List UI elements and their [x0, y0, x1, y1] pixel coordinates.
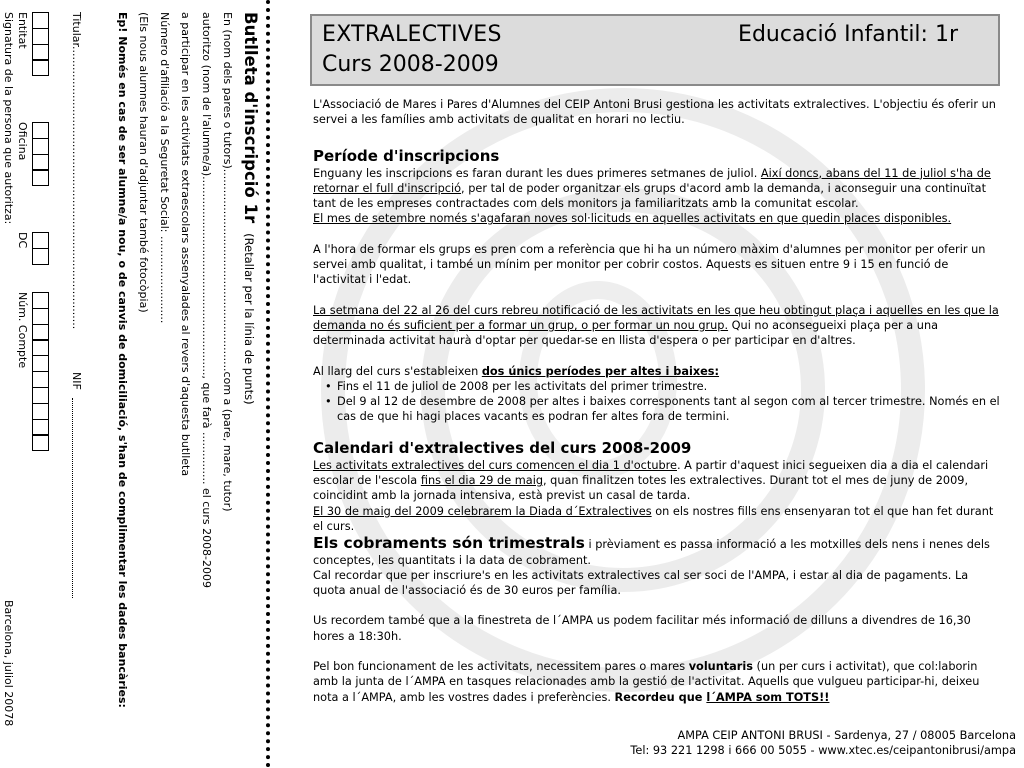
dc-label: DC: [16, 232, 29, 249]
calendar-paragraph: Les activitats extralectives del curs comencen el dia 1 d'octubre. A partir d'aquest inici segueixen dia a dia el calendari escolar de l'escola fins el dia 29 de maig, quan finalitzen totes les extralectives. Durant tot el mes de juny de 2009, coincidint amb la jornada intensiva, està previst un casal de tarda.: [313, 458, 989, 503]
oficina-boxes[interactable]: [32, 122, 49, 185]
nif-label: NIF: [70, 372, 83, 390]
education-level: Educació Infantil: 1r: [738, 22, 958, 47]
info-sheet: [288, 0, 1024, 768]
date-city: Barcelona, juliol 20078: [2, 600, 15, 727]
page-title: EXTRALECTIVES: [322, 22, 502, 47]
diada-paragraph: El 30 de maig del 2009 celebrarem la Diada d´Extralectives on els nostres fills ens ensenyaran tot el que han fet durant el curs.: [313, 504, 994, 533]
coupon-title-text: Butlleta d'inscripció 1r: [241, 12, 260, 224]
account-number-boxes[interactable]: [32, 292, 49, 450]
registration-coupon: [0, 0, 262, 768]
office-hours-paragraph: Us recordem també que a la finestreta de l´AMPA us podem facilitar més informació de dilluns a divendres de 16,30 hores a 18:30h.: [313, 614, 971, 643]
account-number-label: Núm. Compte: [16, 292, 29, 369]
footer-address: AMPA CEIP ANTONI BRUSI - Sardenya, 27 / 08005 Barcelona: [677, 729, 1016, 742]
list-item: • Fins el 11 de juliol de 2008 per les activitats del primer trimestre.: [327, 379, 1003, 394]
period-paragraph: Enguany les inscripcions es faran durant les dues primeres setmanes de juliol. Així doncs, abans del 11 de juliol s'ha de retornar el full d'inscripció, per tal de poder organitzar els grups d'acord amb la demanda, i aconseguir una continuïtat tant de les empreses contractades com dels monitors ja familiaritzats amb la comunitat escolar.: [313, 166, 991, 211]
period-heading: Període d'inscripcions: [313, 146, 500, 165]
coupon-title: [242, 12, 259, 405]
footer-contact[interactable]: Tel: 93 221 1298 i 666 00 5055 - www.xtec.es/ceipantonibrusi/ampa: [630, 744, 1016, 757]
payments-paragraph: Els cobraments són trimestrals i prèviament es passa informació a les motxilles dels nens i nenes dels conceptes, les quantitats i la data de cobrament.: [313, 534, 990, 567]
header-banner: [310, 14, 1000, 86]
coupon-content: [0, 0, 262, 768]
body-text: [313, 97, 1003, 705]
september-note: El mes de setembre només s'agafaran noves sol·licituds en aquelles activitats en que quedin places disponibles.: [313, 212, 952, 226]
bank-details-note: Ep! Només en cas de ser alumne/a nou, o de canvis de domiciliació, s'han de complimentar les dades bancàries:: [116, 12, 129, 708]
volunteers-paragraph: Pel bon funcionament de les activitats, necessitem pares o mares voluntaris (un per curs i activitat), que col:laborin amb la junta de l´AMPA en tasques relacionades amb la gestió de l'activitat. Aquells que vulgueu participar-hi, deixeu nota a l´AMPA, amb les vostres dades i preferències. Recordeu que l´AMPA som TOTS!!: [313, 660, 980, 704]
footer: [288, 728, 1016, 758]
list-item: • Del 9 al 12 de desembre de 2008 per altes i baixes corresponents tant al segon com al tercer trimestre. Només en el cas de que hi hagi places vacants es podran fer altes fora de termini.: [327, 394, 1003, 425]
student-name-line[interactable]: autoritzo (nom de l'alumne/a)........................................................., que farà ............... el curs 2008-2009: [200, 12, 213, 589]
course-year: Curs 2008-2009: [322, 52, 499, 77]
parent-name-line[interactable]: En (nom dels pares o tutors)..........................................................com a (pare, mare, tutor): [221, 12, 234, 512]
titular-label[interactable]: Titular.................................................................................: [70, 12, 83, 330]
dc-boxes[interactable]: [32, 232, 49, 264]
nif-field[interactable]: [72, 398, 73, 598]
membership-paragraph: Cal recordar que per inscriure's en les activitats extralectives cal ser soci de l'AMPA, i estar al dia de pagaments. La quota anual de l'associació és de 30 euros per família.: [313, 568, 969, 598]
entitat-boxes[interactable]: [32, 12, 49, 75]
periods-list: [313, 379, 1003, 425]
intro-paragraph: L'Associació de Mares i Pares d'Alumnes del CEIP Antoni Brusi gestiona les activitats extralectives. L'objectiu és oferir un servei a les famílies amb activitats de qualitat en horari no lectiu.: [313, 98, 996, 127]
calendar-heading: Calendari d'extralectives del curs 2008-2009: [313, 438, 692, 457]
participation-line: a participar en les activitats extraescolars assenyalades al revers d'aquesta butlleta: [179, 12, 192, 477]
cut-line: [266, 0, 270, 768]
photocopy-note: (Els nous alumnes hauran d'adjuntar també fotocòpia): [137, 12, 150, 313]
notification-paragraph: La setmana del 22 al 26 del curs rebreu notificació de les activitats en les que heu obtingut plaça i aquelles en les que la demanda no és suficient per a formar un grup, o per formar un nou grup. Qui no aconsegueixi plaça per a una determinada activitat haurà d'optar per quedar-se en llista d'espera o per participar en d'altres.: [313, 303, 999, 348]
entitat-label: Entitat: [16, 12, 29, 49]
oficina-label: Oficina: [16, 122, 29, 161]
periods-paragraph: Al llarg del curs s'estableixen dos únics períodes per altes i baixes:: [313, 364, 720, 378]
groups-paragraph: A l'hora de formar els grups es pren com a referència que hi ha un número màxim d'alumnes per monitor per oferir un servei amb qualitat, i també un mínim per monitor per cobrir costos. Aquests es situen entre 9 i 15 en funció de l'activitat i l'edat.: [313, 242, 986, 287]
signature-label[interactable]: Signatura de la persona que autoritza:: [2, 12, 15, 225]
coupon-title-note: (Retallar per la línia de punts): [242, 233, 256, 405]
social-security-line[interactable]: Número d'afiliació a la Seguretat Social: .........................: [158, 12, 171, 324]
